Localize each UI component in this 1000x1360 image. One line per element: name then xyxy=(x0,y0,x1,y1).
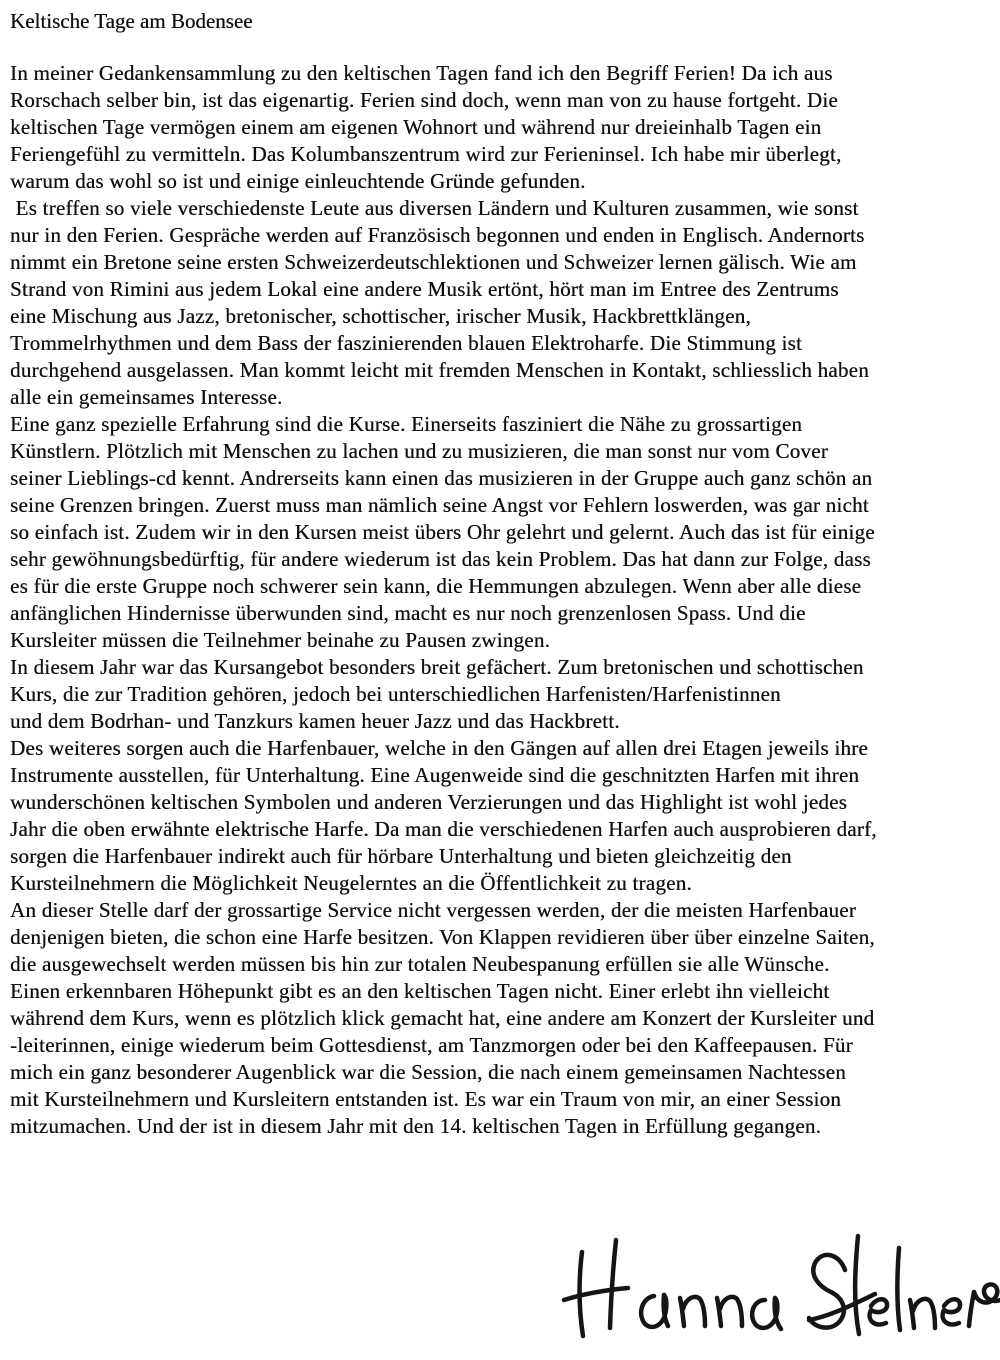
text-line: Jahr die oben erwähnte elektrische Harfe. Da man die verschiedenen Harfen auch ausprobieren darf, xyxy=(10,817,877,841)
text-line: anfänglichen Hindernisse überwunden sind, macht es nur noch grenzenlosen Spass. Und die xyxy=(10,601,806,625)
text-line: Einen erkennbaren Höhepunkt gibt es an den keltischen Tagen nicht. Einer erlebt ihn vielleicht xyxy=(10,979,830,1003)
text-line: An dieser Stelle darf der grossartige Service nicht vergessen werden, der die meisten Harfenbauer xyxy=(10,898,857,922)
text-line: eine Mischung aus Jazz, bretonischer, schottischer, irischer Musik, Hackbrettklängen, xyxy=(10,304,751,328)
text-line: Instrumente ausstellen, für Unterhaltung. Eine Augenweide sind die geschnitzten Harfen mit ihren xyxy=(10,763,860,787)
text-line: Eine ganz spezielle Erfahrung sind die Kurse. Einerseits fasziniert die Nähe zu grossartigen xyxy=(10,412,803,436)
text-line: es für die erste Gruppe noch schwerer sein kann, die Hemmungen abzulegen. Wenn aber alle diese xyxy=(10,574,862,598)
text-line: Es treffen so viele verschiedenste Leute aus diversen Ländern und Kulturen zusammen, wie sonst xyxy=(10,196,859,220)
text-line: Trommelrhythmen und dem Bass der faszinierenden blauen Elektroharfe. Die Stimmung ist xyxy=(10,331,803,355)
text-line: Kursleiter müssen die Teilnehmer beinahe zu Pausen zwingen. xyxy=(10,628,551,652)
text-line: alle ein gemeinsames Interesse. xyxy=(10,385,283,409)
text-line: Kursteilnehmern die Möglichkeit Neugelerntes an die Öffentlichkeit zu tragen. xyxy=(10,871,692,895)
text-line: Des weiteres sorgen auch die Harfenbauer, welche in den Gängen auf allen drei Etagen jeweils ihre xyxy=(10,736,868,760)
text-line: die ausgewechselt werden müssen bis hin zur totalen Neubespanung erfüllen sie alle Wünsche. xyxy=(10,952,830,976)
text-line: seine Grenzen bringen. Zuerst muss man nämlich seine Angst vor Fehlern loswerden, was gar nicht xyxy=(10,493,869,517)
text-line: In meiner Gedankensammlung zu den keltischen Tagen fand ich den Begriff Ferien! Da ich aus xyxy=(10,61,833,85)
signature-handwriting-icon xyxy=(550,1228,1000,1356)
text-line: denjenigen bieten, die schon eine Harfe besitzen. Von Klappen revidieren über über einzelne Saiten, xyxy=(10,925,875,949)
text-line: seiner Lieblings-cd kennt. Andrerseits kann einen das musizieren in der Gruppe auch ganz schön an xyxy=(10,466,873,490)
text-line: während dem Kurs, wenn es plötzlich klick gemacht hat, eine andere am Konzert der Kursleiter und xyxy=(10,1006,875,1030)
text-line: Kurs, die zur Tradition gehören, jedoch bei unterschiedlichen Harfenisten/Harfenistinnen xyxy=(10,682,781,706)
text-line: Künstlern. Plötzlich mit Menschen zu lachen und zu musizieren, die man sonst nur vom Cover xyxy=(10,439,828,463)
text-line: wunderschönen keltischen Symbolen und anderen Verzierungen und das Highlight ist wohl jedes xyxy=(10,790,848,814)
text-line: -leiterinnen, einige wiederum beim Gottesdienst, am Tanzmorgen oder bei den Kaffeepausen. Für xyxy=(10,1033,853,1057)
text-line: mich ein ganz besonderer Augenblick war die Session, die nach einem gemeinsamen Nachtessen xyxy=(10,1060,846,1084)
text-line: Strand von Rimini aus jedem Lokal eine andere Musik ertönt, hört man im Entree des Zentrums xyxy=(10,277,839,301)
text-line: so einfach ist. Zudem wir in den Kursen meist übers Ohr gelehrt und gelernt. Auch das ist für einige xyxy=(10,520,875,544)
text-line: mitzumachen. Und der ist in diesem Jahr mit den 14. keltischen Tagen in Erfüllung gegangen. xyxy=(10,1114,822,1138)
text-line: nimmt ein Bretone seine ersten Schweizerdeutschlektionen und Schweizer lernen gälisch. Wie am xyxy=(10,250,857,274)
text-line: Feriengefühl zu vermitteln. Das Kolumbanszentrum wird zur Ferieninsel. Ich habe mir überlegt, xyxy=(10,142,842,166)
text-line: keltischen Tage vermögen einem am eigenen Wohnort und während nur dreieinhalb Tagen ein xyxy=(10,115,822,139)
text-line: mit Kursteilnehmern und Kursleitern entstanden ist. Es war ein Traum von mir, an einer Session xyxy=(10,1087,842,1111)
text-line: sorgen die Harfenbauer indirekt auch für hörbare Unterhaltung und bieten gleichzeitig den xyxy=(10,844,792,868)
text-line: sehr gewöhnungsbedürftig, für andere wiederum ist das kein Problem. Das hat dann zur Folge, dass xyxy=(10,547,871,571)
text-line: Rorschach selber bin, ist das eigenartig. Ferien sind doch, wenn man von zu hause fortgeht. Die xyxy=(10,88,838,112)
text-line: und dem Bodrhan- und Tanzkurs kamen heuer Jazz und das Hackbrett. xyxy=(10,709,620,733)
document-body xyxy=(10,60,990,1140)
signature xyxy=(550,1228,1000,1356)
text-line: nur in den Ferien. Gespräche werden auf Französisch begonnen und enden in Englisch. Andernorts xyxy=(10,223,865,247)
document-title: Keltische Tage am Bodensee xyxy=(10,9,253,33)
text-line: durchgehend ausgelassen. Man kommt leicht mit fremden Menschen in Kontakt, schliesslich haben xyxy=(10,358,869,382)
text-line: warum das wohl so ist und einige einleuchtende Gründe gefunden. xyxy=(10,169,586,193)
text-line: In diesem Jahr war das Kursangebot besonders breit gefächert. Zum bretonischen und schottischen xyxy=(10,655,864,679)
